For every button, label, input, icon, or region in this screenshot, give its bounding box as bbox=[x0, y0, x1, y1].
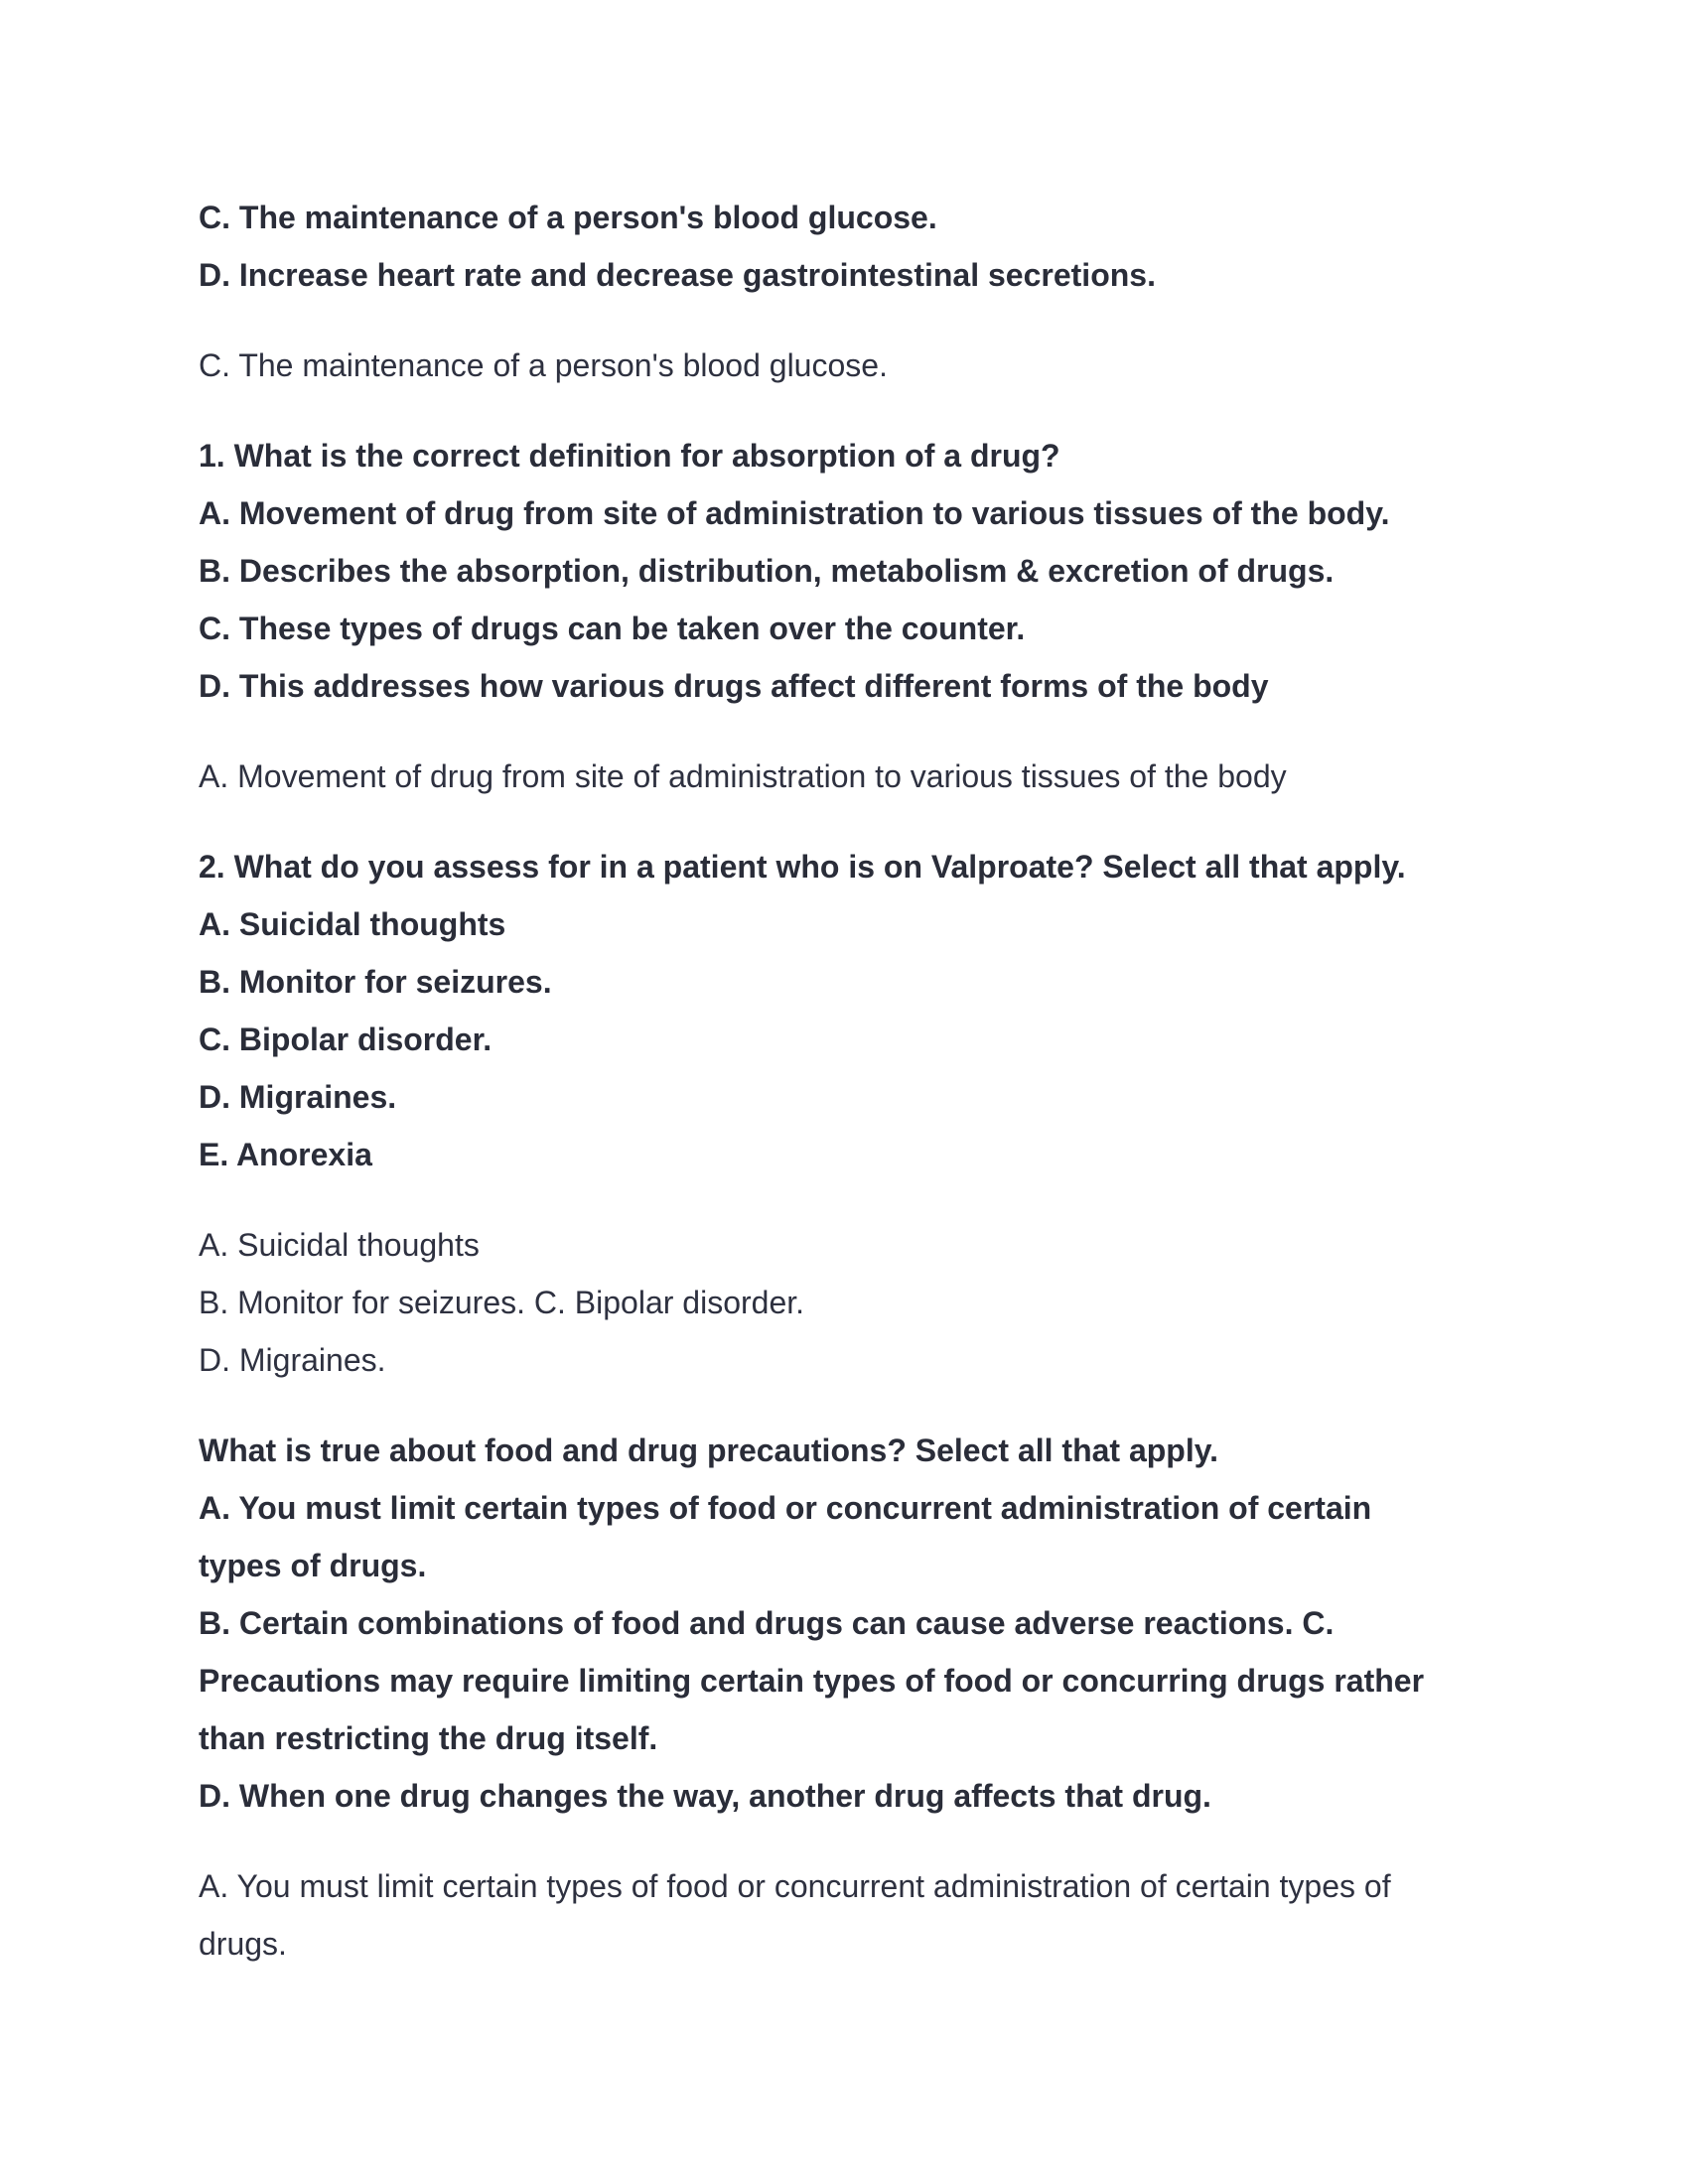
answer-line: A. Movement of drug from site of administration to various tissues of the body bbox=[199, 758, 1287, 794]
option-line: than restricting the drug itself. bbox=[199, 1720, 658, 1756]
question-block-1 bbox=[199, 427, 1489, 715]
option-line: C. The maintenance of a person's blood glucose. bbox=[199, 200, 937, 235]
question-text: What is true about food and drug precautions? Select all that apply. bbox=[199, 1433, 1219, 1468]
option-line: A. Suicidal thoughts bbox=[199, 906, 506, 942]
option-line: C. Bipolar disorder. bbox=[199, 1022, 492, 1057]
answer-line: B. Monitor for seizures. C. Bipolar disorder. bbox=[199, 1285, 805, 1320]
question-block-3 bbox=[199, 1422, 1489, 1825]
option-line: D. Migraines. bbox=[199, 1079, 397, 1115]
answer-block-3 bbox=[199, 1857, 1489, 1973]
option-line: B. Certain combinations of food and drugs can cause adverse reactions. C. bbox=[199, 1605, 1335, 1641]
option-line: B. Describes the absorption, distribution, metabolism & excretion of drugs. bbox=[199, 553, 1335, 589]
option-line: Precautions may require limiting certain types of food or concurring drugs rather bbox=[199, 1663, 1425, 1699]
document-page bbox=[199, 189, 1489, 1973]
option-line: A. Movement of drug from site of administration to various tissues of the body. bbox=[199, 495, 1390, 531]
answer-block-2 bbox=[199, 1216, 1489, 1389]
option-line: D. Increase heart rate and decrease gastrointestinal secretions. bbox=[199, 257, 1156, 293]
answer-line: drugs. bbox=[199, 1926, 287, 1962]
option-line: C. These types of drugs can be taken over the counter. bbox=[199, 611, 1026, 646]
question-options-block bbox=[199, 189, 1489, 304]
option-line: A. You must limit certain types of food or concurrent administration of certain bbox=[199, 1490, 1372, 1526]
option-line: types of drugs. bbox=[199, 1548, 427, 1583]
answer-block bbox=[199, 337, 1489, 394]
option-line: D. When one drug changes the way, another drug affects that drug. bbox=[199, 1778, 1211, 1814]
answer-line: A. You must limit certain types of food or concurrent administration of certain types of bbox=[199, 1868, 1391, 1904]
option-line: E. Anorexia bbox=[199, 1137, 372, 1172]
question-text: 2. What do you assess for in a patient who is on Valproate? Select all that apply. bbox=[199, 849, 1406, 885]
option-line: D. This addresses how various drugs affect different forms of the body bbox=[199, 668, 1269, 704]
answer-line: A. Suicidal thoughts bbox=[199, 1227, 480, 1263]
question-text: 1. What is the correct definition for absorption of a drug? bbox=[199, 438, 1060, 474]
answer-line: C. The maintenance of a person's blood glucose. bbox=[199, 347, 888, 383]
answer-block-1 bbox=[199, 748, 1489, 805]
question-block-2 bbox=[199, 838, 1489, 1183]
answer-line: D. Migraines. bbox=[199, 1342, 386, 1378]
option-line: B. Monitor for seizures. bbox=[199, 964, 552, 1000]
